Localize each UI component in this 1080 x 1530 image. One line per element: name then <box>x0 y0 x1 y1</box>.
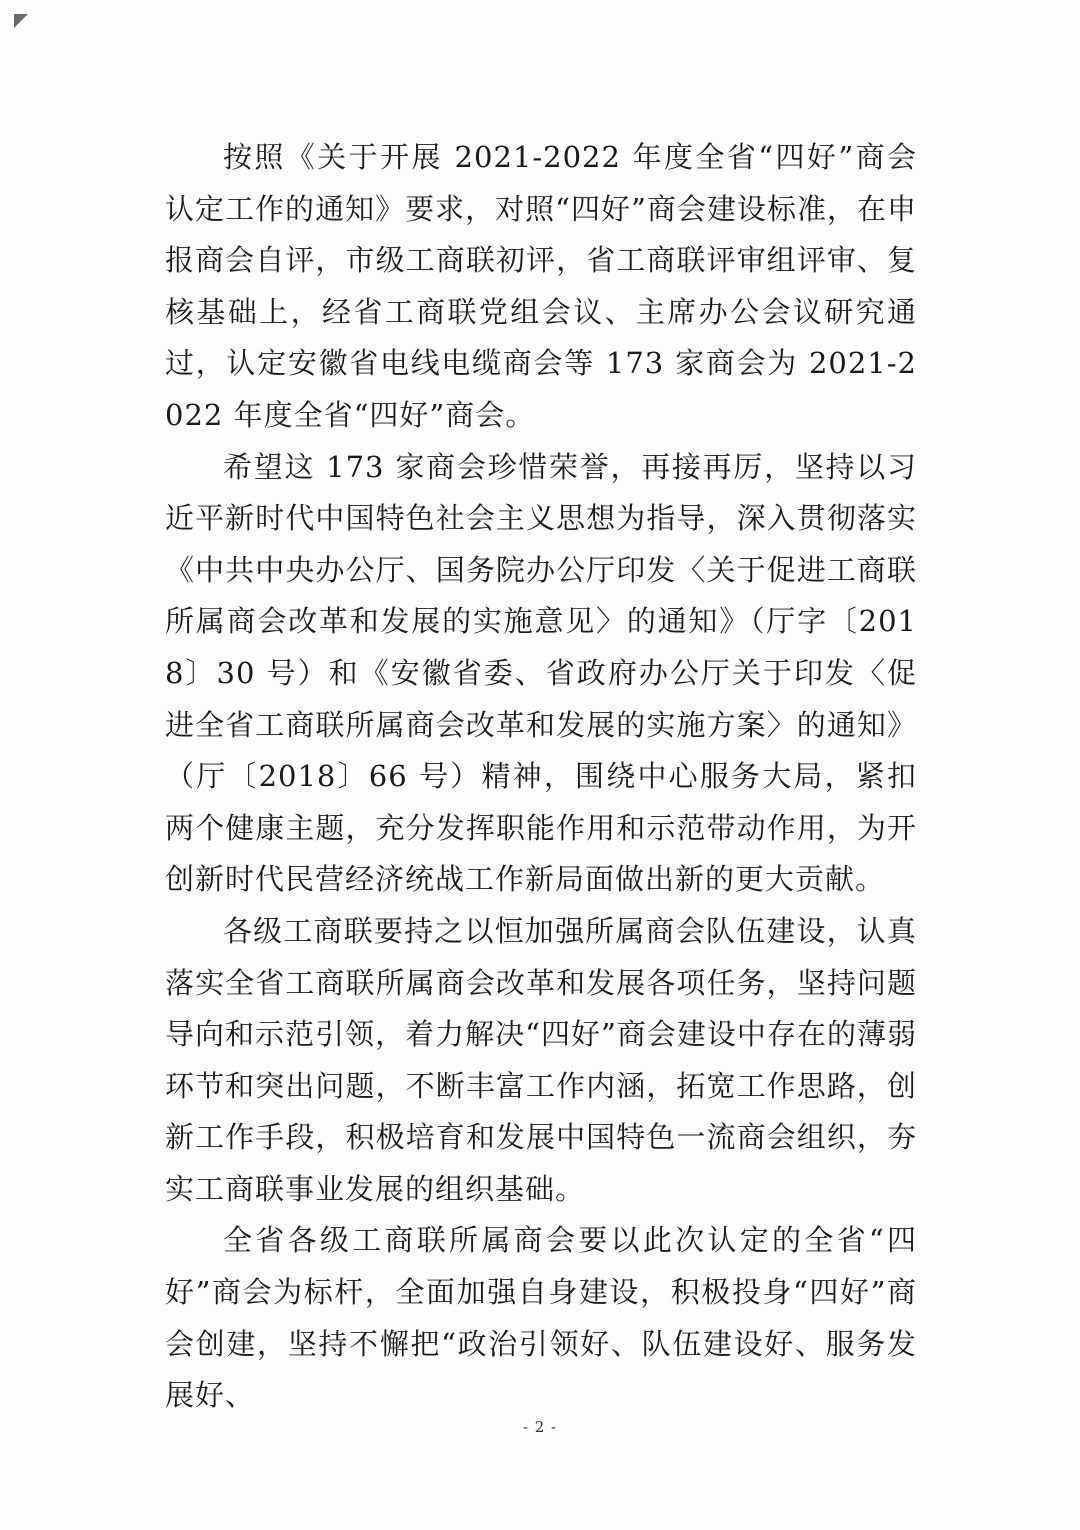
paragraph-1: 按照《关于开展 2021-2022 年度全省“四好”商会认定工作的通知》要求，对照“四好”商会建设标准，在申报商会自评，市级工商联初评，省工商联评审组评审、复核基础上，经省工商联党组会议、主席办公会议研究通过，认定安徽省电线电缆商会等 173 家商会为 2021-2022 年度全省“四好”商会。 <box>165 140 917 432</box>
scan-corner-mark <box>14 14 28 28</box>
paragraph-2: 希望这 173 家商会珍惜荣誉，再接再厉，坚持以习近平新时代中国特色社会主义思想为指导，深入贯彻落实《中共中央办公厅、国务院办公厅印发〈关于促进工商联所属商会改革和发展的实施意见〉的通知》（厅字〔2018〕30 号）和《安徽省委、省政府办公厅关于印发〈促进全省工商联所属商会改革和发展的实施方案〉的通知》（厅〔2018〕66 号）精神，围绕中心服务大局，紧扣两个健康主题，充分发挥职能作用和示范带动作用，为开创新时代民营经济统战工作新局面做出新的更大贡献。 <box>165 449 917 897</box>
document-body <box>165 132 917 1422</box>
paragraph-3: 各级工商联要持之以恒加强所属商会队伍建设，认真落实全省工商联所属商会改革和发展各项任务，坚持问题导向和示范引领，着力解决“四好”商会建设中存在的薄弱环节和突出问题，不断丰富工作内涵，拓宽工作思路，创新工作手段，积极培育和发展中国特色一流商会组织，夯实工商联事业发展的组织基础。 <box>165 913 917 1206</box>
page-number: - 2 - <box>522 1418 558 1436</box>
paragraph-4: 全省各级工商联所属商会要以此次认定的全省“四好”商会为标杆，全面加强自身建设，积极投身“四好”商会创建，坚持不懈把“政治引领好、队伍建设好、服务发展好、 <box>165 1223 917 1413</box>
